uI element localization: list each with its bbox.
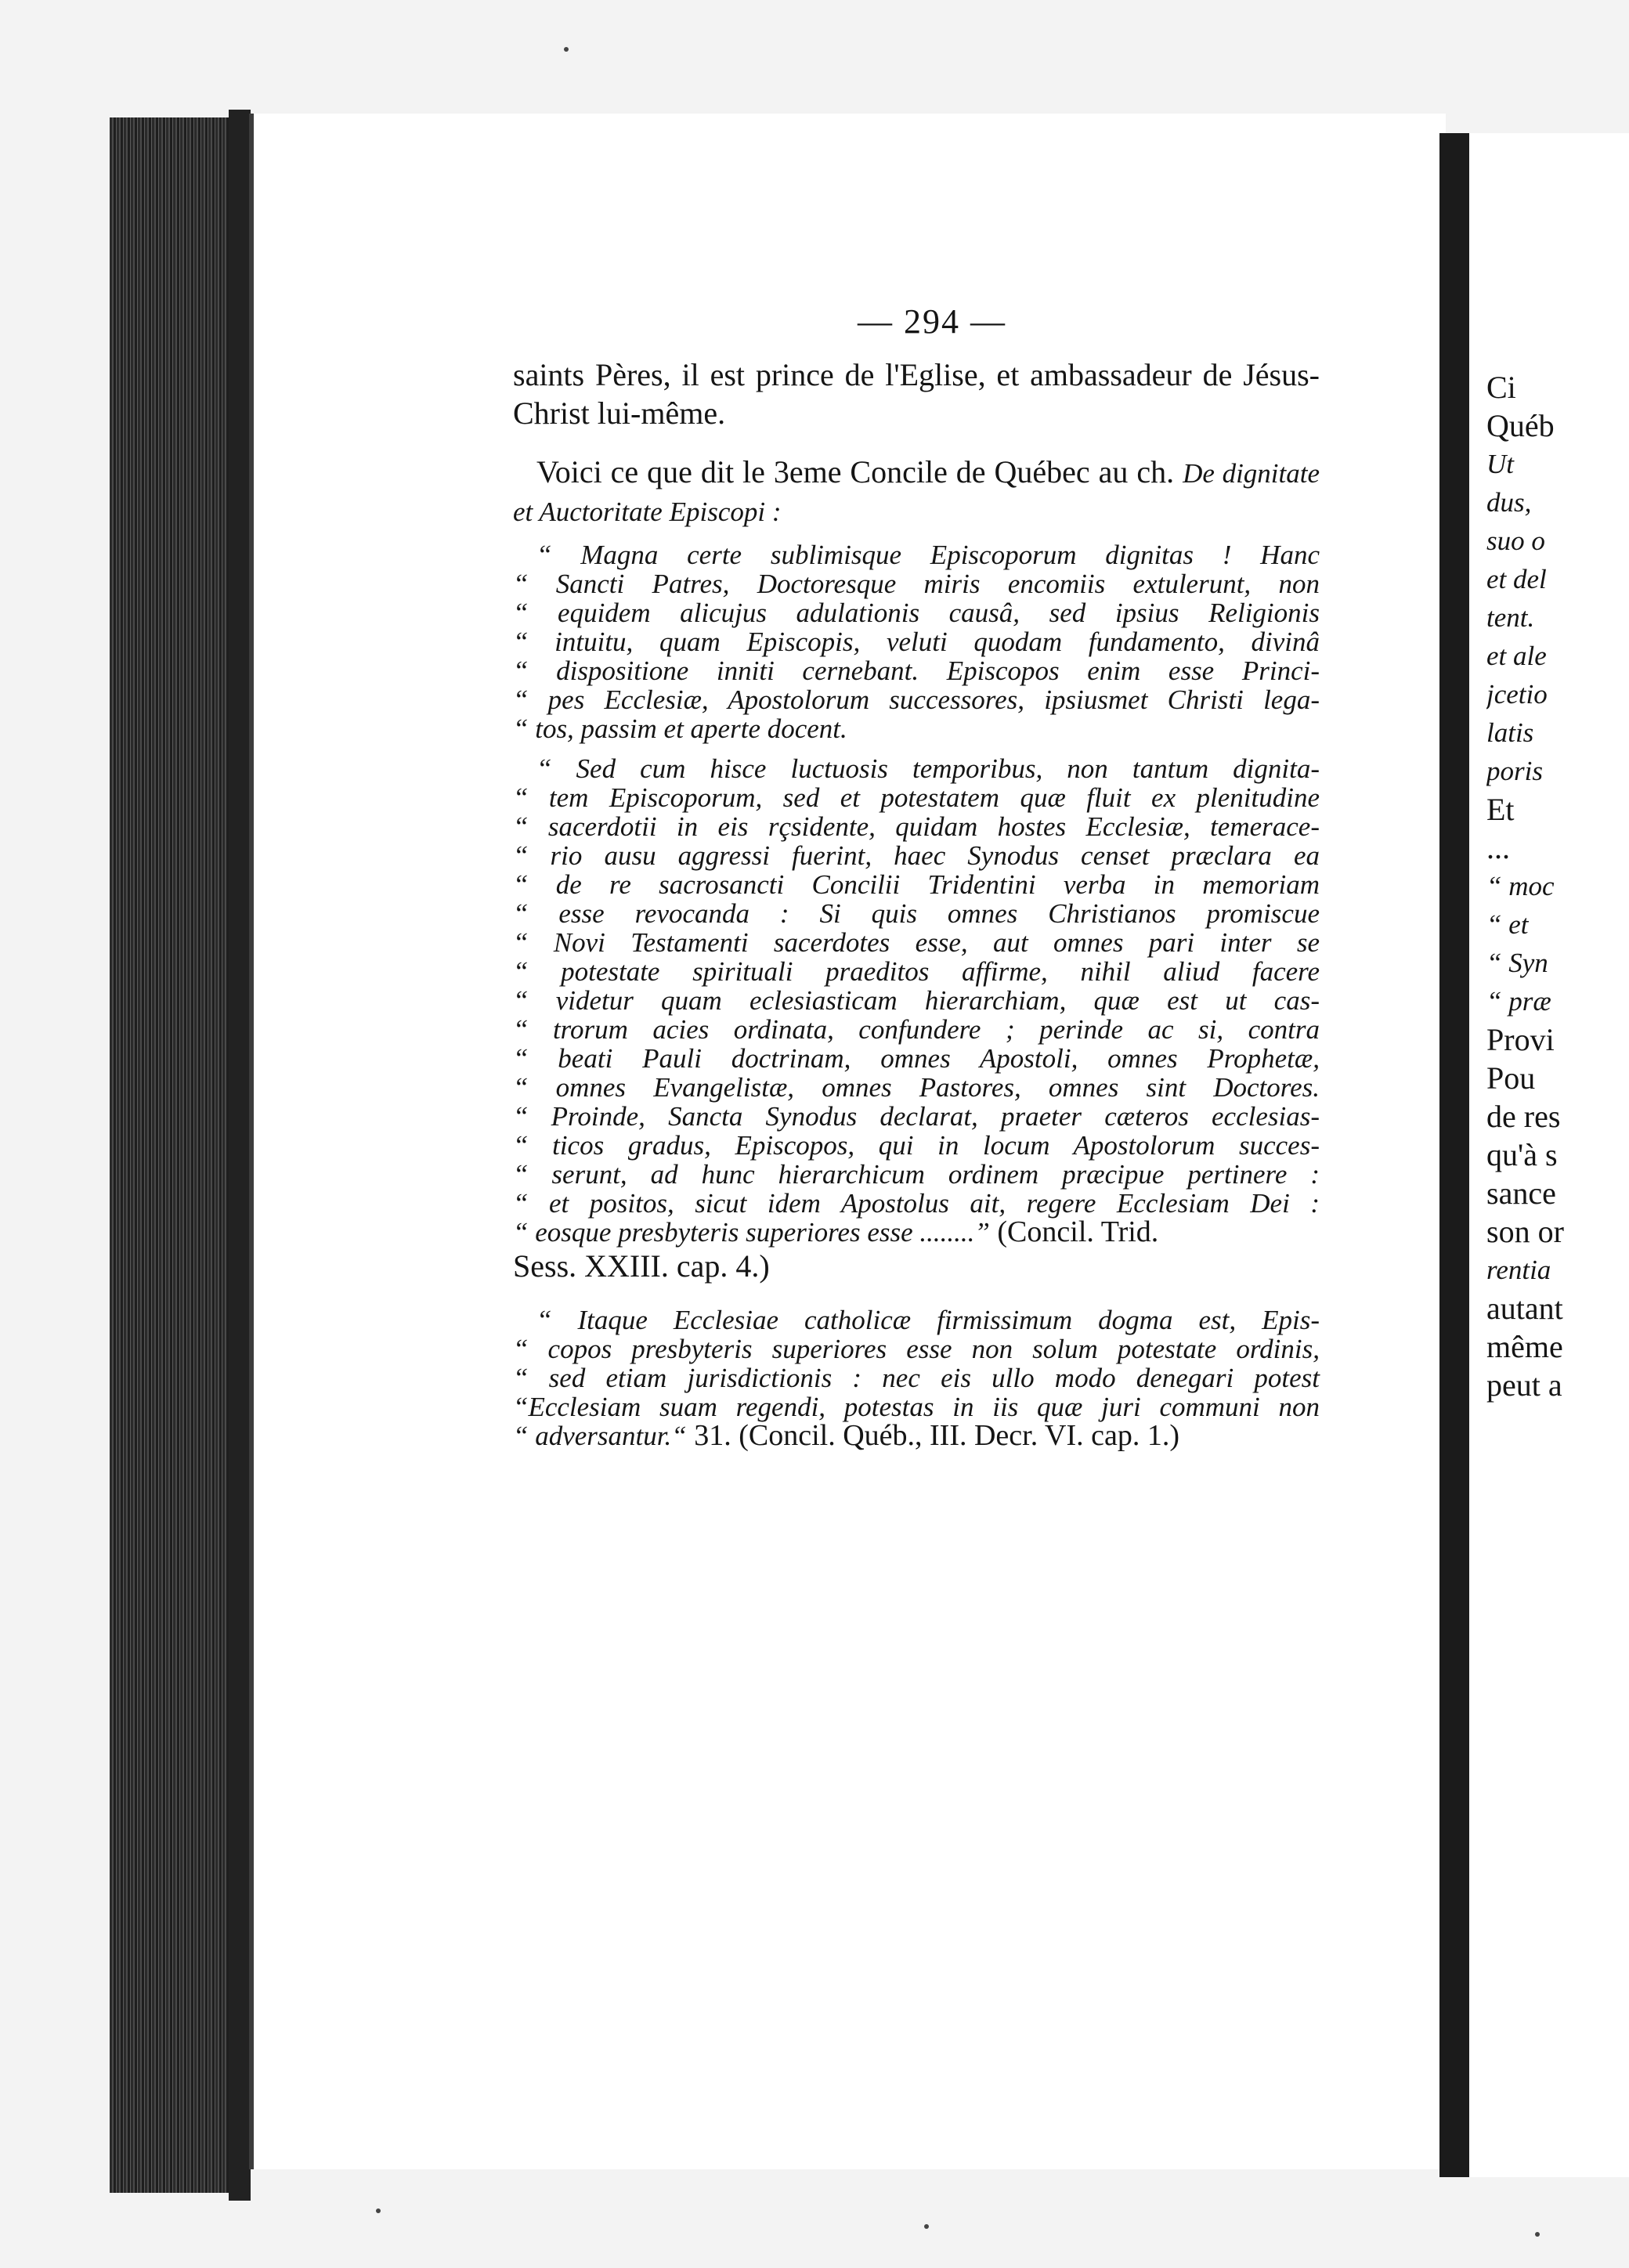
quote-line	[513, 1215, 1320, 1248]
facing-line: rentia	[1486, 1255, 1551, 1285]
quote-line	[513, 1306, 1320, 1334]
quote-line-text: “ Sancti Patres, Doctoresque miris encomiis extulerunt, non	[513, 569, 1320, 599]
quote-line-text: “ trorum acies ordinata, confundere ; perinde ac si, contra	[513, 1014, 1320, 1045]
scan-speck	[564, 47, 569, 52]
quote-line	[513, 540, 1320, 569]
quote-citation: 31. (Concil. Québ., III. Decr. VI. cap. 1.)	[686, 1419, 1180, 1452]
quote-line	[513, 1189, 1320, 1218]
intro-text: Voici ce que dit le 3eme Concile de Québec au ch.	[536, 454, 1175, 489]
quote-citation: (Concil. Trid.	[989, 1215, 1159, 1248]
facing-line: “ præ	[1486, 986, 1551, 1017]
quote-line-text: “ sacerdotii in eis rçsidente, quidam hostes Ecclesiæ, temerace-	[513, 811, 1320, 842]
intro-title: De dignitate et Auctoritate Episcopi :	[513, 458, 1320, 527]
quote-line	[513, 714, 1320, 743]
quote-line-text: “ esse revocanda : Si quis omnes Christianos promiscue	[513, 898, 1320, 929]
facing-line: et del	[1486, 564, 1547, 594]
quote-line-text: “ dispositione inniti cernebant. Episcopos enim esse Princi-	[513, 655, 1320, 686]
scan-speck	[376, 2208, 381, 2213]
quote-line-text: “ beati Pauli doctrinam, omnes Apostoli, omnes Prophetæ,	[513, 1043, 1320, 1074]
quote-line-text: “ tem Episcoporum, sed et potestatem quæ fluit ex plenitudine	[513, 782, 1320, 813]
facing-line: qu'à s	[1486, 1137, 1558, 1172]
quote-line	[513, 1421, 1320, 1450]
quote-2-citation-continued: Sess. XXIII. cap. 4.)	[513, 1248, 770, 1284]
quote-line-text: “ Itaque Ecclesiae catholicæ firmissimum dogma est, Epis-	[536, 1305, 1320, 1335]
quote-1	[513, 540, 1320, 743]
quote-line	[513, 569, 1320, 598]
facing-line: Ut	[1486, 449, 1514, 479]
quote-line	[513, 754, 1320, 783]
quote-line-text: “ serunt, ad hunc hierarchicum ordinem præcipue pertinere :	[513, 1159, 1320, 1190]
quote-line-text: “ omnes Evangelistæ, omnes Pastores, omnes sint Doctores.	[513, 1072, 1320, 1103]
facing-page-text	[1486, 368, 1629, 1404]
quote-line	[513, 1160, 1320, 1189]
quote-line	[513, 812, 1320, 841]
quote-line-text: “ Sed cum hisce luctuosis temporibus, non tantum dignita-	[536, 753, 1320, 784]
facing-line: Pou	[1486, 1060, 1536, 1096]
quote-line	[513, 1073, 1320, 1102]
quote-line-text: “ intuitu, quam Episcopis, veluti quodam fundamento, divinâ	[513, 627, 1320, 657]
book-gutter	[1439, 133, 1471, 2177]
quote-line-text: “Ecclesiam suam regendi, potestas in iis quæ juri communi non	[513, 1392, 1320, 1422]
quote-3	[513, 1306, 1320, 1450]
scan-speck	[1535, 2232, 1540, 2237]
facing-line: peut a	[1486, 1367, 1562, 1403]
quote-line-text: “ adversantur.“	[513, 1421, 687, 1451]
quote-line	[513, 1392, 1320, 1421]
facing-line: tent.	[1486, 602, 1535, 633]
quote-line-text: “ videtur quam eclesiasticam hierarchiam, quæ est ut cas-	[513, 985, 1320, 1016]
quote-line	[513, 1044, 1320, 1073]
book-page-stack	[229, 110, 251, 2201]
quote-line-text: “ rio ausu aggressi fuerint, haec Synodus censet præclara ea	[513, 840, 1320, 871]
facing-line: “ moc	[1486, 871, 1555, 901]
quote-line-text: “ pes Ecclesiæ, Apostolorum successores, ipsiusmet Christi lega-	[513, 684, 1320, 715]
quote-line-text: “ eosque presbyteris superiores esse ........”	[513, 1217, 990, 1248]
facing-line: même	[1486, 1329, 1563, 1364]
quote-line-text: “ de re sacrosancti Concilii Tridentini verba in memoriam	[513, 869, 1320, 900]
quote-line	[513, 1131, 1320, 1160]
intro-paragraph	[513, 453, 1320, 529]
quote-line	[513, 841, 1320, 870]
quote-line-text: “ sed etiam jurisdictionis : nec eis ullo modo denegari potest	[513, 1363, 1320, 1393]
page-number: — 294 —	[858, 302, 1006, 341]
facing-line: dus,	[1486, 487, 1532, 518]
quote-line	[513, 1363, 1320, 1392]
quote-line	[513, 957, 1320, 986]
quote-line-text: “ copos presbyteris superiores esse non solum potestate ordinis,	[513, 1334, 1320, 1364]
facing-line: poris	[1486, 756, 1543, 786]
quote-line	[513, 627, 1320, 656]
quote-line	[513, 870, 1320, 899]
quote-line-text: “ ticos gradus, Episcopos, qui in locum Apostolorum succes-	[513, 1130, 1320, 1161]
facing-line: et ale	[1486, 641, 1547, 671]
quote-line	[513, 1102, 1320, 1131]
quote-line	[513, 598, 1320, 627]
quote-line	[513, 899, 1320, 928]
quote-line	[513, 685, 1320, 714]
quote-line-text: “ potestate spirituali praeditos affirme, nihil aliud facere	[513, 956, 1320, 987]
facing-line: Et	[1486, 792, 1515, 827]
facing-line: Québ	[1486, 408, 1555, 443]
quote-line-text: “ et positos, sicut idem Apostolus ait, regere Ecclesiam Dei :	[513, 1188, 1320, 1219]
facing-line: Ci	[1486, 370, 1516, 405]
facing-line: jcetio	[1486, 679, 1548, 710]
quote-line-text: “ Novi Testamenti sacerdotes esse, aut omnes pari inter se	[513, 927, 1320, 958]
quote-line	[513, 1015, 1320, 1044]
continuation-paragraph: saints Pères, il est prince de l'Eglise, et ambassadeur de Jésus-Christ lui-même.	[513, 357, 1320, 431]
quote-line	[513, 656, 1320, 685]
quote-line	[513, 928, 1320, 957]
quote-line-text: “ tos, passim et aperte docent.	[513, 713, 847, 744]
facing-line: autant	[1486, 1291, 1563, 1326]
facing-line: “ et	[1486, 909, 1529, 940]
facing-line: Provi	[1486, 1022, 1555, 1057]
facing-line: latis	[1486, 717, 1534, 748]
quote-line-text: “ equidem alicujus adulationis causâ, sed ipsius Religionis	[513, 598, 1320, 628]
facing-line: “ Syn	[1486, 948, 1548, 978]
facing-line: sance	[1486, 1176, 1556, 1211]
quote-line	[513, 1334, 1320, 1363]
facing-line: son or	[1486, 1214, 1564, 1249]
quote-line-text: “ Proinde, Sancta Synodus declarat, praeter cæteros ecclesias-	[513, 1101, 1320, 1132]
scan-speck	[924, 2224, 929, 2229]
quote-2	[513, 754, 1320, 1247]
page-text	[513, 302, 1320, 1450]
facing-line: de res	[1486, 1099, 1561, 1134]
book-fore-edge	[110, 117, 247, 2193]
facing-line: suo o	[1486, 525, 1545, 556]
quote-line-text: “ Magna certe sublimisque Episcoporum dignitas ! Hanc	[536, 540, 1320, 570]
quote-line	[513, 986, 1320, 1015]
facing-line: ...	[1486, 830, 1510, 865]
quote-line	[513, 783, 1320, 812]
